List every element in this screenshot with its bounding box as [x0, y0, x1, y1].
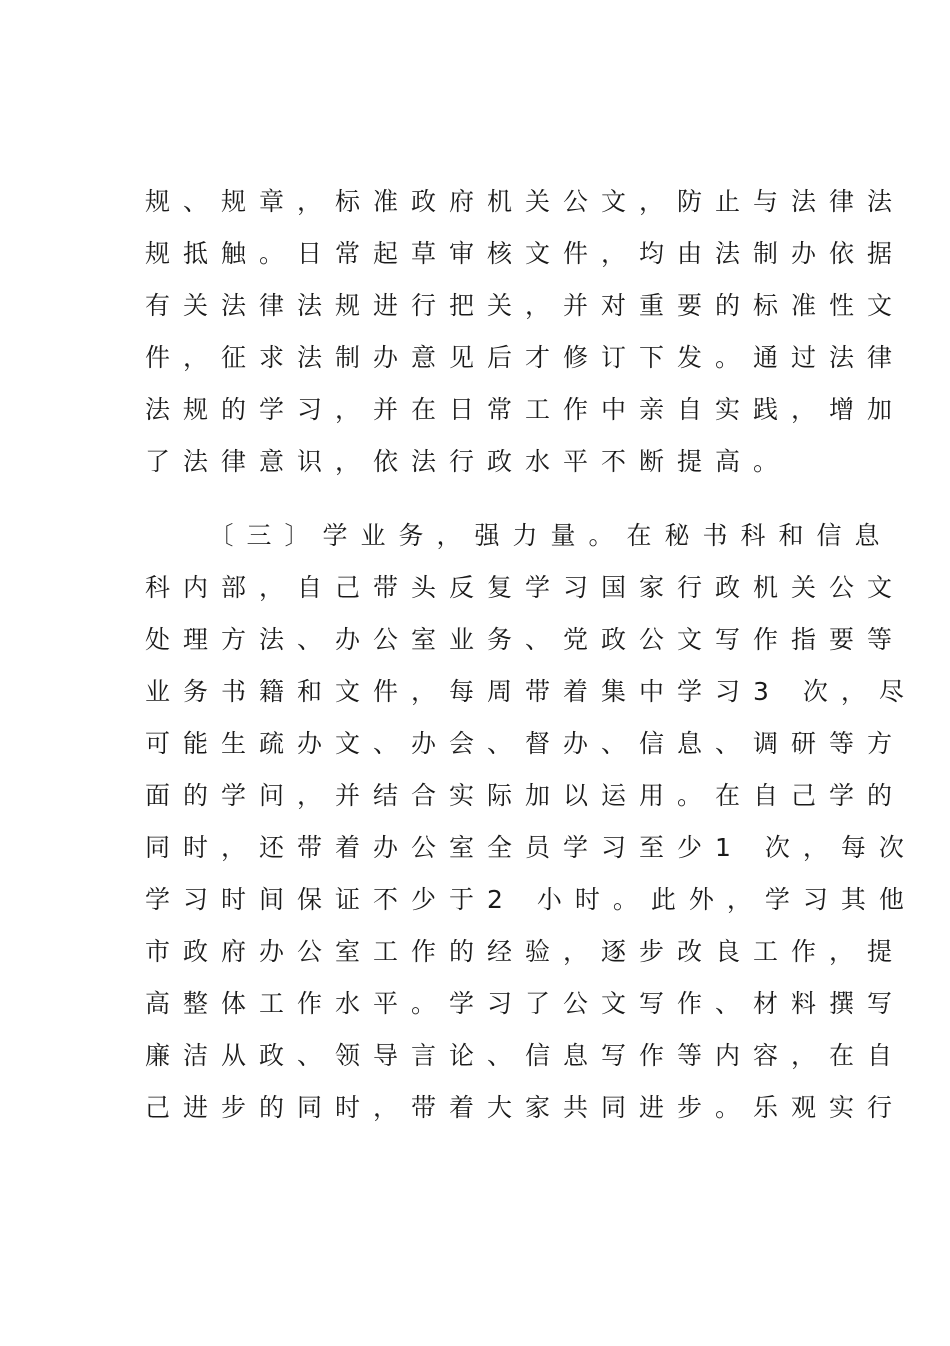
text-line: 高整体工作水平。学习了公文写作、材料撰写 [145, 989, 906, 1018]
text-line: 规、规章，标准政府机关公文，防止与法律法 [145, 187, 906, 216]
text-line: 有关法律法规进行把关，并对重要的标准性文 [145, 291, 906, 320]
text-line: 〔三〕学业务，强力量。在秘书科和信息 [145, 521, 893, 550]
text-line: 业务书籍和文件，每周带着集中学习3 次，尽 [145, 677, 917, 706]
text-line: 己进步的同时，带着大家共同进步。乐观实行 [145, 1093, 906, 1122]
text-line: 件，征求法制办意见后才修订下发。通过法律 [145, 343, 906, 372]
text-line: 廉洁从政、领导言论、信息写作等内容，在自 [145, 1041, 906, 1070]
text-line: 同时，还带着办公室全员学习至少1 次，每次 [145, 833, 917, 862]
text-line: 了法律意识，依法行政水平不断提高。 [145, 447, 792, 476]
paragraph-1 [145, 176, 906, 488]
text-line: 处理方法、办公室业务、党政公文写作指要等 [145, 625, 906, 654]
text-line: 可能生疏办文、办会、督办、信息、调研等方 [145, 729, 906, 758]
text-line: 市政府办公室工作的经验，逐步改良工作，提 [145, 937, 906, 966]
paragraph-2 [145, 510, 917, 1134]
text-line: 面的学问，并结合实际加以运用。在自己学的 [145, 781, 906, 810]
text-line: 法规的学习，并在日常工作中亲自实践，增加 [145, 395, 906, 424]
text-line: 科内部，自己带头反复学习国家行政机关公文 [145, 573, 906, 602]
text-line: 规抵触。日常起草审核文件，均由法制办依据 [145, 239, 906, 268]
text-line: 学习时间保证不少于2 小时。此外，学习其他 [145, 885, 917, 914]
